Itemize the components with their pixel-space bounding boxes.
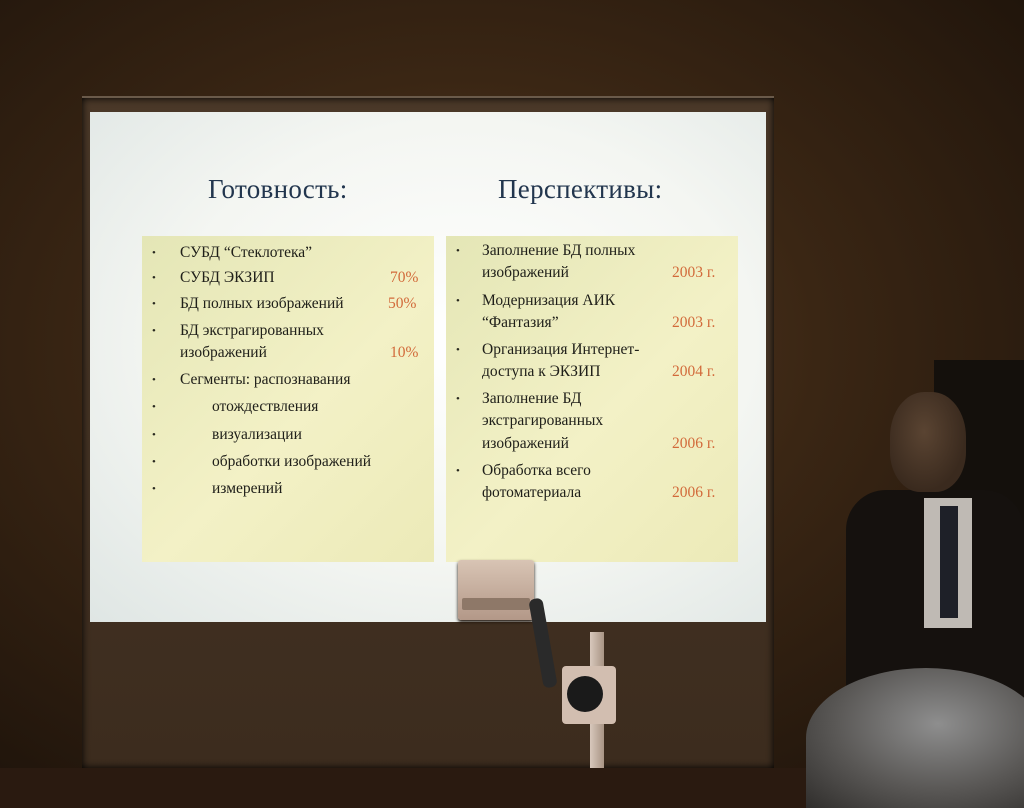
- year-value: 2004 г.: [672, 363, 716, 380]
- list-item-text: изображений: [482, 435, 569, 452]
- projected-slide: [90, 112, 766, 622]
- prospects-panel: [446, 236, 738, 562]
- list-item-text: экстрагированных: [482, 412, 604, 429]
- list-item-text: измерений: [212, 480, 283, 497]
- list-item-text: СУБД “Стеклотека”: [180, 244, 313, 261]
- presenter-head: [890, 392, 966, 492]
- projector-lens: [462, 598, 530, 610]
- list-item-text: фотоматериала: [482, 484, 582, 501]
- bullet-icon: •: [152, 325, 156, 337]
- list-item-text: Сегменты: распознавания: [180, 371, 351, 388]
- audience-head: [806, 668, 1024, 808]
- bullet-icon: •: [152, 374, 156, 386]
- list-item-text: Заполнение БД: [482, 390, 582, 407]
- list-item-text: изображений: [482, 264, 569, 281]
- bullet-icon: •: [152, 429, 156, 441]
- list-item-text: БД экстрагированных: [180, 322, 324, 339]
- list-item-text: отождествления: [212, 398, 319, 415]
- list-item-text: СУБД ЭКЗИП: [180, 269, 275, 286]
- progress-value: 10%: [390, 344, 419, 361]
- bullet-icon: •: [152, 247, 156, 259]
- bullet-icon: •: [152, 401, 156, 413]
- presenter-tie: [940, 506, 958, 618]
- readiness-panel: [142, 236, 434, 562]
- list-item-text: БД полных изображений: [180, 295, 344, 312]
- list-item-text: Модернизация АИК: [482, 292, 616, 309]
- list-item-text: изображений: [180, 344, 267, 361]
- projector-knob: [567, 676, 603, 712]
- year-value: 2003 г.: [672, 264, 716, 281]
- list-item-text: доступа к ЭКЗИП: [482, 363, 601, 380]
- list-item-text: “Фантазия”: [482, 314, 559, 331]
- progress-value: 70%: [390, 269, 419, 286]
- bullet-icon: •: [456, 393, 460, 405]
- bullet-icon: •: [152, 272, 156, 284]
- year-value: 2006 г.: [672, 484, 716, 501]
- bullet-icon: •: [456, 465, 460, 477]
- bullet-icon: •: [456, 245, 460, 257]
- list-item-text: Обработка всего: [482, 462, 591, 479]
- list-item-text: Заполнение БД полных: [482, 242, 636, 259]
- list-item-text: обработки изображений: [212, 453, 372, 470]
- slide-title-readiness: Готовность:: [208, 174, 348, 204]
- bullet-icon: •: [152, 456, 156, 468]
- bullet-icon: •: [152, 483, 156, 495]
- year-value: 2003 г.: [672, 314, 716, 331]
- progress-value: 50%: [388, 295, 417, 312]
- bullet-icon: •: [456, 344, 460, 356]
- slide-title-prospects: Перспективы:: [498, 174, 663, 204]
- overhead-projector: [458, 560, 534, 620]
- bullet-icon: •: [152, 298, 156, 310]
- year-value: 2006 г.: [672, 435, 716, 452]
- list-item-text: визуализации: [212, 426, 302, 443]
- list-item-text: Организация Интернет-: [482, 341, 640, 358]
- bullet-icon: •: [456, 295, 460, 307]
